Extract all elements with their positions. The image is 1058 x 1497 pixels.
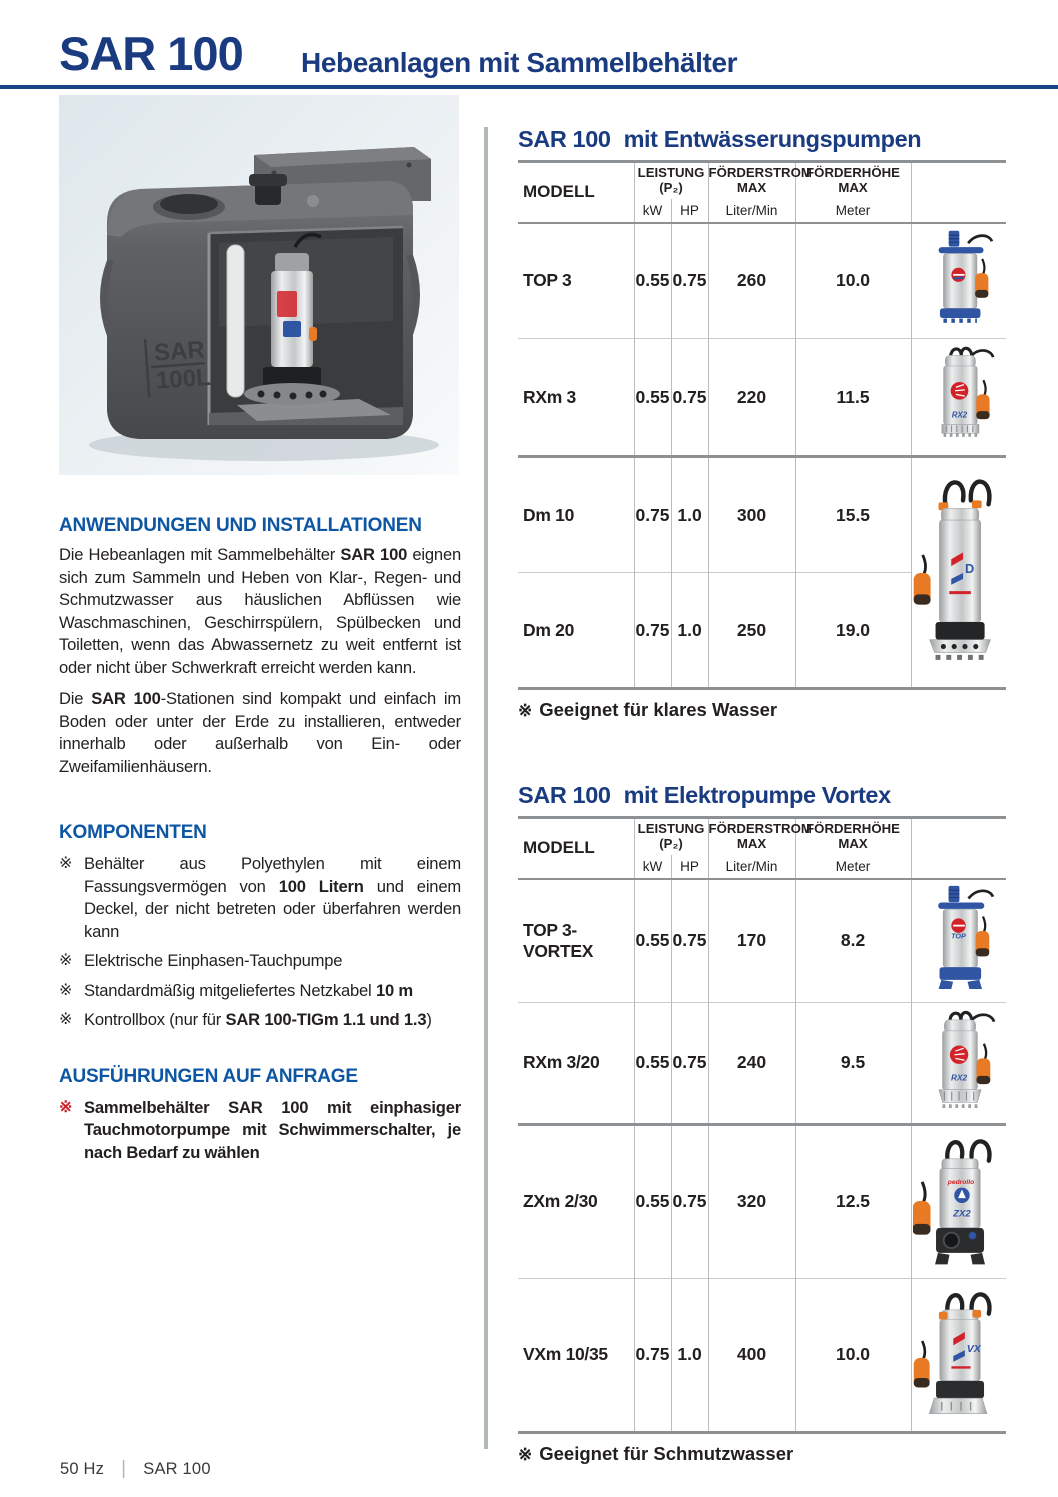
section-komponenten <box>59 822 461 1032</box>
hp-cell: 0.75 <box>671 339 708 457</box>
section-heading: ANWENDUNGEN UND INSTALLATIONEN <box>59 515 422 536</box>
col-unit-meter: Meter <box>795 199 911 223</box>
bullet-item <box>59 980 461 1003</box>
pump-table-head <box>518 162 1006 223</box>
head-cell: 19.0 <box>795 573 911 689</box>
hp-cell: 0.75 <box>671 223 708 339</box>
tank-label-line1: SAR <box>153 336 206 367</box>
para-0-seg-1: SAR 100 <box>340 545 408 564</box>
section-ausfuehrungen <box>59 1066 461 1165</box>
bullet-1-seg-0: Elektrische Einphasen-Tauchpumpe <box>84 951 343 970</box>
flow-cell: 300 <box>708 457 795 573</box>
table-title-model: SAR 100 <box>518 782 611 808</box>
para-0-seg-0: Die Hebeanlagen mit Sammelbehälter <box>59 545 341 564</box>
pump-image-cell <box>911 339 1006 457</box>
pump-table-holder <box>518 816 1006 1434</box>
pump-photo-vx-pump <box>913 1283 1004 1427</box>
head-cell: 15.5 <box>795 457 911 573</box>
paragraph <box>59 688 461 778</box>
hp-cell: 1.0 <box>671 1278 708 1432</box>
table-row <box>518 1278 1006 1432</box>
col-unit-kw: kW <box>634 855 671 879</box>
table-block-elektropumpe-vortex <box>518 781 1006 1465</box>
kw-cell: 0.75 <box>634 1278 671 1432</box>
kw-cell: 0.55 <box>634 339 671 457</box>
table-block-entwaesserungspumpen <box>518 125 1006 721</box>
svg-text:D: D <box>965 560 975 576</box>
table-row <box>518 1002 1006 1124</box>
head-cell: 10.0 <box>795 1278 911 1432</box>
flow-cell: 400 <box>708 1278 795 1432</box>
pump-photo-rx-vortex-pump <box>915 1007 1002 1119</box>
col-header-image <box>911 818 1006 879</box>
svg-text:ZX2: ZX2 <box>953 1207 971 1219</box>
pump-image-cell <box>911 1124 1006 1278</box>
bullet-item <box>59 1009 461 1032</box>
section-anwendungen <box>59 515 461 778</box>
bullet-3-seg-1: SAR 100-TIGm 1.1 und 1.3 <box>225 1010 427 1029</box>
model-cell: VXm 10/35 <box>523 1344 608 1364</box>
pump-photo-top-pump <box>917 229 1001 333</box>
pump-photo-top-vortex-pump <box>916 884 1002 998</box>
table-row <box>518 457 1006 573</box>
reference-mark: ※ <box>518 1444 533 1464</box>
bullet-2-seg-0: Standardmäßig mitgeliefertes Netzkabel <box>84 980 376 1000</box>
pump-table-holder <box>518 160 1006 690</box>
svg-text:pedrollo: pedrollo <box>947 1178 975 1186</box>
head-cell: 10.0 <box>795 223 911 339</box>
table-row <box>518 223 1006 339</box>
table-title <box>518 781 1006 809</box>
svg-text:VX: VX <box>966 1342 982 1355</box>
section-bullets <box>59 853 461 1032</box>
col-unit-hp: HP <box>671 855 708 879</box>
col-header-leistung: LEISTUNG (P₂) <box>634 162 708 199</box>
hp-cell: 0.75 <box>671 1124 708 1278</box>
col-header-image <box>911 162 1006 223</box>
model-cell: Dm 20 <box>523 619 575 640</box>
reference-mark: ※ <box>59 1011 73 1028</box>
table-title <box>518 125 1006 153</box>
bullet-0-seg-2: und einem Deckel, der nicht betreten oder überfahren werden kann <box>84 876 461 941</box>
kw-cell: 0.55 <box>634 1002 671 1124</box>
internal-pipe <box>227 245 244 397</box>
reference-mark: ※ <box>59 855 73 872</box>
col-unit-hp: HP <box>671 199 708 223</box>
section-heading: AUSFÜHRUNGEN AUF ANFRAGE <box>59 1065 358 1087</box>
kw-cell: 0.55 <box>634 879 671 1003</box>
header-rule <box>0 85 1058 89</box>
flow-cell: 170 <box>708 879 795 1003</box>
col-header-foerderstrom: FÖRDERSTROM MAX <box>708 818 795 855</box>
flow-cell: 250 <box>708 573 795 689</box>
col-header-leistung: LEISTUNG (P₂) <box>634 818 708 855</box>
model-cell: TOP 3-VORTEX <box>523 919 594 961</box>
pump-table <box>518 160 1006 690</box>
bullet-text <box>84 1097 461 1165</box>
pump-table-body <box>518 879 1006 1433</box>
bullet-2-seg-1: 10 m <box>375 980 413 1000</box>
column-divider <box>484 127 488 1449</box>
svg-text:RX2: RX2 <box>951 1072 968 1082</box>
pump-table-head <box>518 818 1006 879</box>
bullet-0-seg-0: Behälter aus Polyethylen mit einem Fassungsvermögen von <box>84 854 461 896</box>
model-cell: RXm 3/20 <box>523 1052 600 1072</box>
table-title-text: mit Elektropumpe Vortex <box>623 782 891 808</box>
pump-image-cell <box>911 223 1006 339</box>
bullet-text <box>84 1009 461 1032</box>
col-header-modell: MODELL <box>518 162 634 223</box>
table-row <box>518 339 1006 457</box>
col-unit-kw: kW <box>634 199 671 223</box>
table-note-text: Geeignet für klares Wasser <box>539 699 778 720</box>
footer-frequency: 50 Hz <box>60 1459 105 1478</box>
table-note <box>518 1443 1006 1465</box>
page-footer <box>60 1458 211 1480</box>
bullet-item <box>59 950 461 973</box>
pump-table <box>518 816 1006 1434</box>
tank-cutaway-image <box>59 95 459 475</box>
para-1-seg-1: SAR 100 <box>91 689 161 708</box>
pump-photo-d-pump <box>912 469 1005 677</box>
bullet-text <box>84 853 461 943</box>
kw-cell: 0.55 <box>634 1124 671 1278</box>
tank-product-image <box>59 95 459 475</box>
right-column <box>518 125 1006 1465</box>
section-bullets <box>59 1097 461 1165</box>
bullet-item <box>59 1097 461 1165</box>
bullet-3-seg-0: Kontrollbox (nur für <box>84 1010 226 1029</box>
reference-mark: ※ <box>518 701 533 720</box>
bullet-text <box>84 980 461 1003</box>
table-row <box>518 879 1006 1003</box>
section-heading: KOMPONENTEN <box>59 822 207 843</box>
head-cell: 11.5 <box>795 339 911 457</box>
table-note <box>518 699 1006 721</box>
page-subtitle: Hebeanlagen mit Sammelbehälter <box>301 47 738 78</box>
hp-cell: 1.0 <box>671 573 708 689</box>
flow-cell: 260 <box>708 223 795 339</box>
footer-divider: | <box>121 1458 127 1479</box>
flow-cell: 320 <box>708 1124 795 1278</box>
pump-image-cell <box>911 1278 1006 1432</box>
bullet-item <box>59 853 461 943</box>
model-cell: RXm 3 <box>523 386 576 407</box>
pump-photo-zx-pump <box>913 1130 1004 1274</box>
pump-photo-rx-pump <box>917 343 1001 451</box>
head-cell: 12.5 <box>795 1124 911 1278</box>
col-unit-meter: Meter <box>795 855 911 879</box>
reference-mark: ※ <box>59 1098 73 1116</box>
pump-image-cell <box>911 1002 1006 1124</box>
bullet-0-seg-1: 100 Litern <box>278 876 364 896</box>
flow-cell: 220 <box>708 339 795 457</box>
hp-cell: 0.75 <box>671 1002 708 1124</box>
kw-cell: 0.75 <box>634 457 671 573</box>
table-note-text: Geeignet für Schmutzwasser <box>539 1442 794 1464</box>
svg-text:RX2: RX2 <box>951 410 967 420</box>
hp-cell: 0.75 <box>671 879 708 1003</box>
head-cell: 8.2 <box>795 879 911 1003</box>
pump-image-cell <box>911 879 1006 1003</box>
model-cell: TOP 3 <box>523 270 572 291</box>
para-1-seg-0: Die <box>59 689 92 708</box>
col-unit-liter-min: Liter/Min <box>708 855 795 879</box>
hp-cell: 1.0 <box>671 457 708 573</box>
kw-cell: 0.75 <box>634 573 671 689</box>
bullet-text <box>84 950 461 973</box>
section-paragraphs <box>59 544 461 778</box>
reference-mark: ※ <box>59 952 73 969</box>
page-title: SAR 100 <box>59 27 243 80</box>
pump-table-body <box>518 223 1006 689</box>
model-cell: ZXm 2/30 <box>523 1191 598 1211</box>
head-cell: 9.5 <box>795 1002 911 1124</box>
pump-image-cell <box>911 457 1006 689</box>
table-title-model: SAR 100 <box>518 126 611 152</box>
table-row <box>518 1124 1006 1278</box>
flow-cell: 240 <box>708 1002 795 1124</box>
bullet-3-seg-2: ) <box>426 1010 432 1029</box>
model-cell: Dm 10 <box>523 504 575 525</box>
col-header-foerderstrom: FÖRDERSTROM MAX <box>708 162 795 199</box>
reference-mark: ※ <box>59 981 73 999</box>
col-header-modell: MODELL <box>518 818 634 879</box>
bullet-0-seg-0: Sammelbehälter SAR 100 mit einphasiger Tauchmotorpumpe mit Schwimmerschalter, je nach Bedarf zu wählen <box>84 1097 461 1162</box>
col-unit-liter-min: Liter/Min <box>708 199 795 223</box>
col-header-foerderhoehe: FÖRDERHÖHE MAX <box>795 818 911 855</box>
tank-label-line2: 100L <box>155 363 212 395</box>
kw-cell: 0.55 <box>634 223 671 339</box>
footer-model: SAR 100 <box>143 1459 211 1478</box>
col-header-foerderhoehe: FÖRDERHÖHE MAX <box>795 162 911 199</box>
svg-text:TOP: TOP <box>950 930 966 940</box>
table-title-text: mit Entwässerungspumpen <box>623 126 922 152</box>
paragraph <box>59 544 461 679</box>
left-column <box>59 95 461 1171</box>
para-0-seg-2: eignen sich zum Sammeln und Heben von Klar-, Regen- und Schmutzwasser aus häuslichen Abflüssen wie Waschmaschinen, Geschirrspülern, Spülbecken und Toiletten, wenn das Abwassernetz zu weit entfernt ist oder nicht über Schwerkraft erreicht werden kann. <box>59 545 461 677</box>
para-1-seg-2: -Stationen sind kompakt und einfach im Boden oder unter der Erde zu installieren, entweder innerhalb oder außerhalb von Ein- oder Zweifamilienhäusern. <box>59 689 461 776</box>
